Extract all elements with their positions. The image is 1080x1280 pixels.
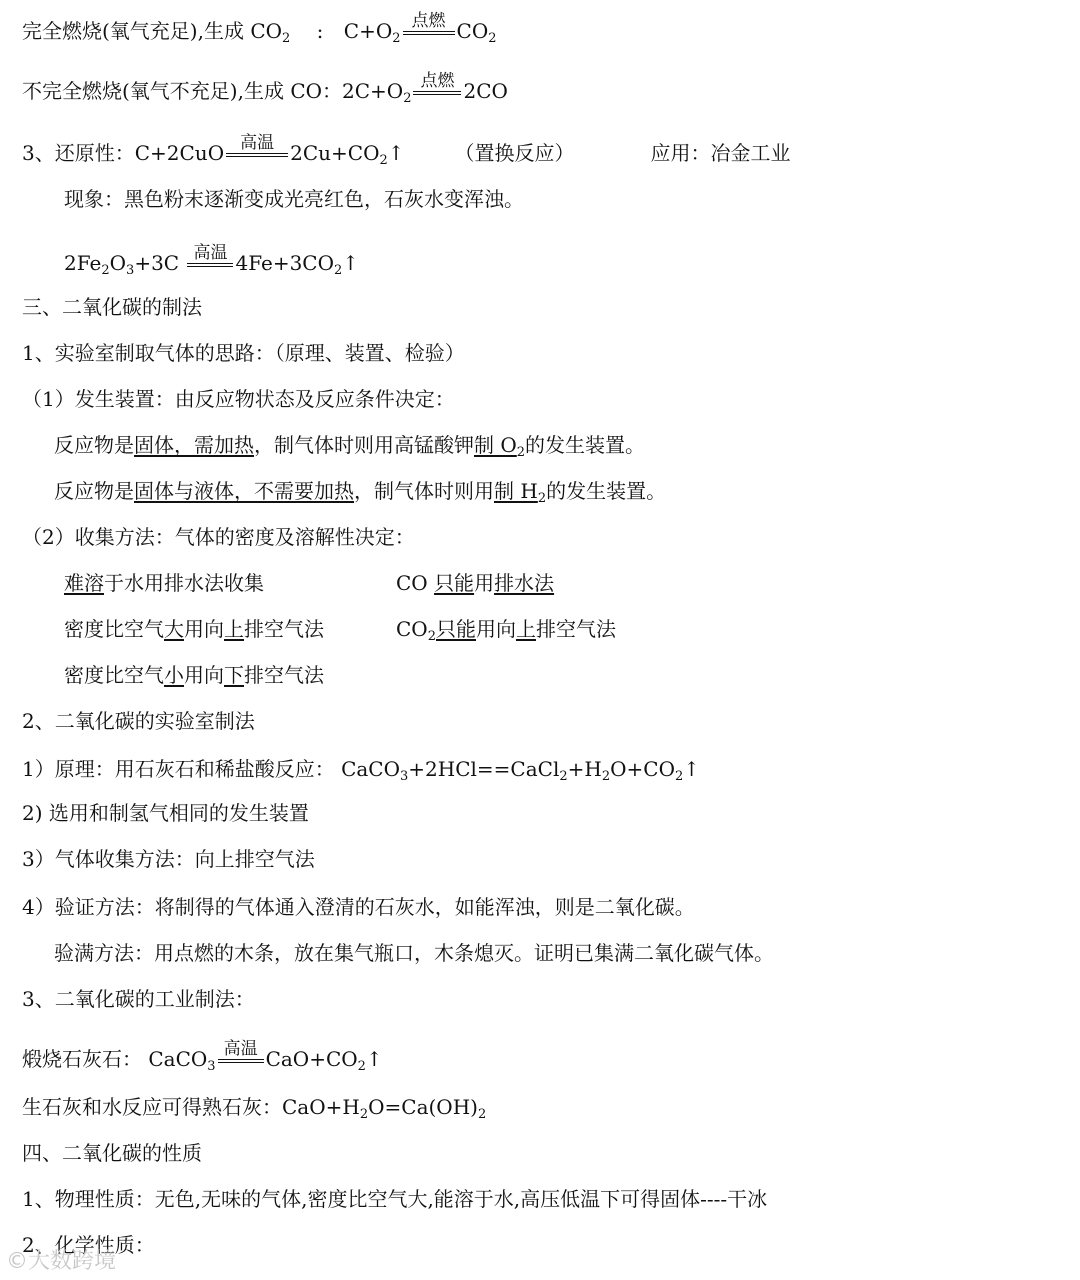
subscript: 2 [357,1059,366,1074]
text: O+CO [610,757,675,781]
reaction-condition: 点燃 [420,71,455,91]
text: 3、还原性：C+2CuO [22,141,225,165]
text: 制 H [494,479,538,503]
generator-heading: （1）发生装置：由反应物状态及反应条件决定： [22,387,455,411]
text: 4Fe+3CO [235,251,334,275]
solid-liquid-line [54,478,666,504]
text: 的发生装置。 [546,479,667,503]
text: 煅烧石灰石： CaCO [22,1047,208,1071]
text: +3C [134,251,186,275]
text: 不完全燃烧(氧气不充足),生成 CO：2C+O [22,79,404,103]
reaction-arrow [224,133,290,166]
text: 用向 [475,617,516,641]
calcination-line [22,1039,383,1074]
subscript: 2 [334,263,343,278]
underlined-text: 小 [164,663,184,687]
subscript: 2 [537,491,547,506]
subscript: 2 [392,31,401,46]
text: 完全燃烧(氧气充足),生成 CO [22,19,283,43]
text: 密度比空气 [64,663,164,687]
text: 制 O [474,433,517,457]
watermark: ©大数跨境 [6,1249,117,1274]
subscript: 2 [516,445,526,460]
phenomenon-line: 现象：黑色粉末逐渐变成光亮红色，石灰水变浑浊。 [64,187,524,211]
insoluble-line [64,570,264,596]
lab-method-heading: 2、二氧化碳的实验室制法 [22,709,255,733]
full-check-line: 验满方法：用点燃的木条，放在集气瓶口，木条熄灭。证明已集满二氧化碳气体。 [54,941,774,965]
reaction-condition: 高温 [223,1039,258,1059]
subscript: 2 [379,153,388,168]
text: 应用：冶金工业 [650,141,791,165]
text: CaO+CO [265,1047,358,1071]
reaction-arrow [401,11,457,44]
principle-line [22,756,700,782]
chemical-properties-line: 2、化学性质： [22,1233,155,1257]
combustion-complete-line [22,11,497,46]
text: 排空气法 [244,663,324,687]
text: （置换反应） [454,141,575,165]
text: 用向 [184,617,224,641]
text: 反应物是 [54,433,134,457]
collection-method-line: 3）气体收集方法：向上排空气法 [22,847,315,871]
subscript: 2 [282,31,291,46]
text: 排空气法 [535,617,616,641]
solid-heating-line [54,432,645,458]
text: CO [396,617,428,641]
underlined-text [494,479,547,506]
text: CO [396,571,435,595]
text: CO [456,19,489,43]
text: 生石灰和水反应可得熟石灰：CaO+H [22,1095,360,1119]
text: ↑ [387,141,405,165]
reaction-arrow [216,1039,266,1072]
underlined-text: 固体，需加热 [134,433,254,457]
reaction-arrow [185,243,235,276]
subscript: 3 [400,769,409,784]
co-method-line [396,570,554,596]
subscript: 2 [488,31,497,46]
underlined-text: 排水法 [494,571,555,595]
reducibility-line [22,133,791,168]
lighter-line [64,662,324,688]
text: ，制气体时则用高锰酸钾 [254,433,474,457]
section-heading-4: 四、二氧化碳的性质 [22,1141,202,1165]
verification-line: 4）验证方法：将制得的气体通入澄清的石灰水，如能浑浊，则是二氧化碳。 [22,895,695,919]
reaction-condition: 高温 [240,133,275,153]
co2-method-line [396,616,616,642]
underlined-text [474,433,526,460]
section-heading-3: 三、二氧化碳的制法 [22,295,202,319]
apparatus-line: 2) 选用和制氢气相同的发生装置 [22,801,309,825]
subscript: 2 [403,91,412,106]
text: 2Fe [64,251,102,275]
slaked-lime-line [22,1094,486,1120]
fe2o3-equation-line [64,243,360,278]
underlined-text: 难溶 [64,571,104,595]
text: 密度比空气 [64,617,164,641]
text: ↑ [342,251,360,275]
collection-heading: （2）收集方法：气体的密度及溶解性决定： [22,525,415,549]
subscript: 2 [675,769,684,784]
physical-properties-line: 1、物理性质：无色,无味的气体,密度比空气大,能溶于水,高压低温下可得固体----干冰 [22,1187,768,1211]
subscript: 2 [427,629,436,644]
underlined-text: 只能 [435,617,476,641]
text: O [109,251,127,275]
underlined-text: 固体与液体，不需要加热 [134,479,354,503]
text: 2Cu+CO [290,141,380,165]
underlined-text: 上 [224,617,244,641]
subscript: 2 [101,263,110,278]
lab-idea-line: 1、实验室制取气体的思路：（原理、装置、检验） [22,341,465,365]
underlined-text: 上 [515,617,536,641]
text: 2CO [463,79,508,103]
text: 的发生装置。 [525,433,646,457]
underlined-text: 下 [224,663,244,687]
combustion-incomplete-line [22,71,508,106]
text: ，制气体时则用 [354,479,494,503]
text: 反应物是 [54,479,134,503]
reaction-condition: 高温 [193,243,228,263]
text: O=Ca(OH) [368,1095,478,1119]
subscript: 2 [601,769,611,784]
industrial-heading: 3、二氧化碳的工业制法： [22,987,255,1011]
reaction-condition: 点燃 [411,11,446,31]
subscript: 2 [359,1107,369,1122]
text: : [310,19,330,43]
text: 用向 [184,663,224,687]
underlined-text: 大 [164,617,184,641]
text: C+O [343,19,393,43]
text: ↑ [365,1047,383,1071]
text: 排空气法 [244,617,324,641]
text: 1）原理：用石灰石和稀盐酸反应： CaCO [22,757,401,781]
subscript: 2 [477,1107,487,1122]
underlined-text: 只能 [434,571,475,595]
text: +H [567,757,602,781]
reaction-arrow [411,71,463,104]
text: ↑ [683,757,701,781]
text: 用 [474,571,495,595]
subscript: 3 [126,263,135,278]
subscript: 2 [559,769,568,784]
subscript: 3 [207,1059,216,1074]
text: +2HCl==CaCl [408,757,560,781]
denser-line [64,616,324,642]
text: 于水用排水法收集 [104,571,264,595]
